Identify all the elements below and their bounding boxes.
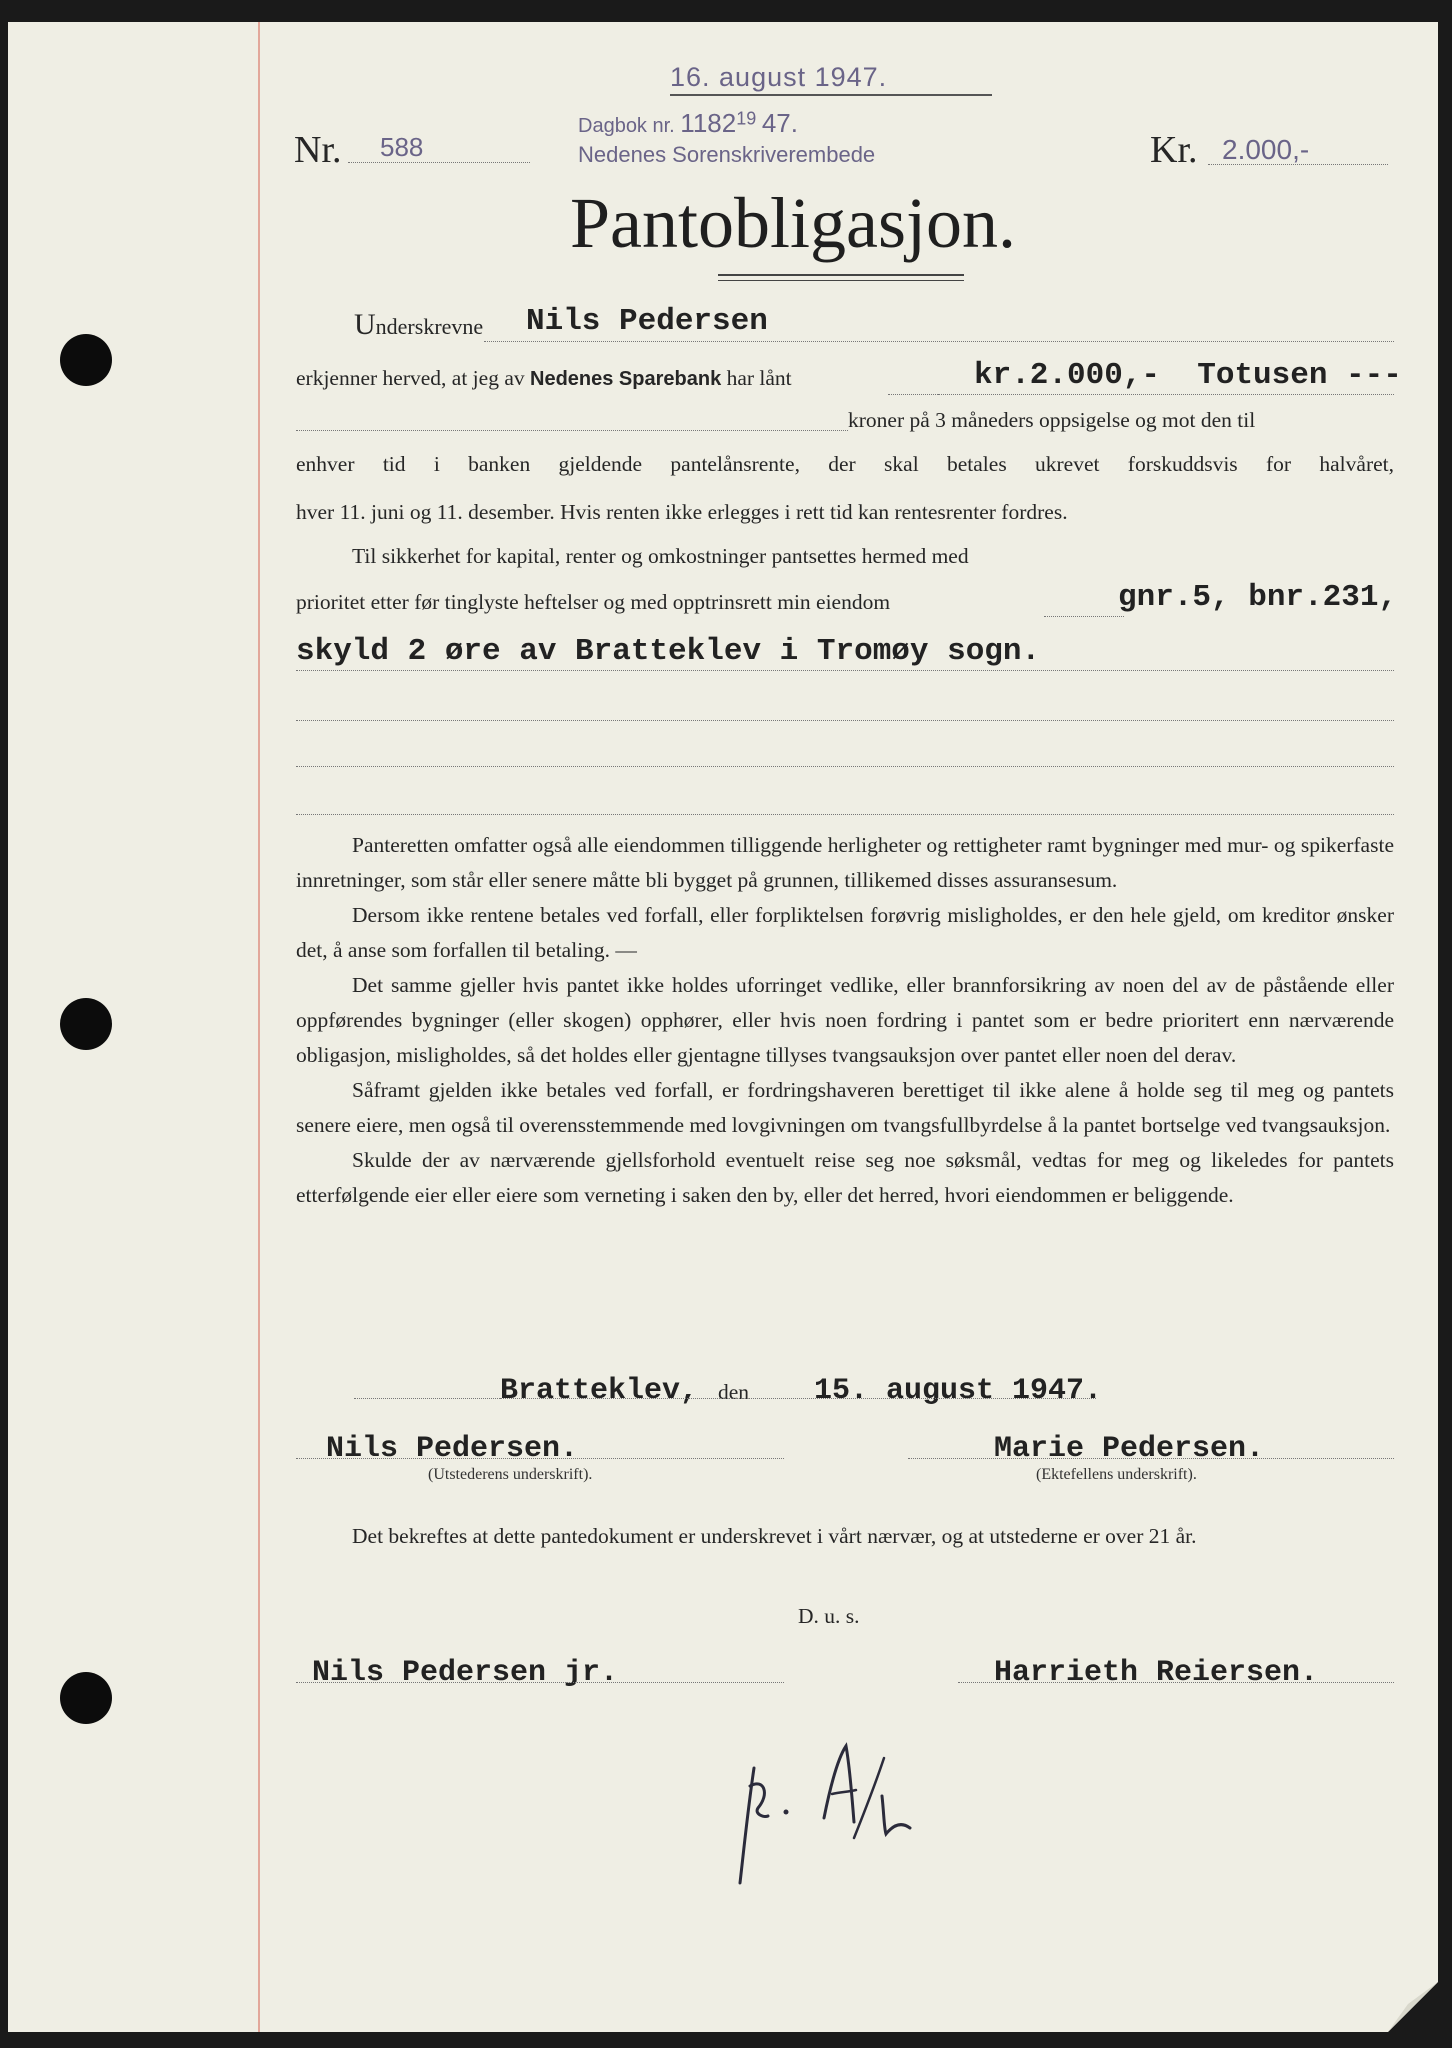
clause-5: Skulde der av nærværende gjellsforhold eventuelt reise seg noe søksmål, vedtas for meg og likeledes for pantets etterfølgende eier eller eiere som verneting i saken den by, eller det herred, hvori eiendommen er beliggende. <box>296 1148 1394 1207</box>
undersigned-dotted-line <box>484 341 1394 342</box>
date-dotted-line <box>500 1398 1096 1399</box>
date-underline <box>670 94 992 96</box>
property-typed-1: gnr.5, bnr.231, <box>1118 580 1398 615</box>
title-rule-1 <box>718 274 964 276</box>
amount-dotted-lead <box>888 394 938 395</box>
clause-1: Panteretten omfatter også alle eiendommen tilliggende herligheter og rettigheter ramt bygninger med mur- og spikerfaste innretninger, som står eller senere måtte bli bygget på grunnen, tillikemed disses assuransesum. <box>296 833 1394 892</box>
issuer-signature-line <box>296 1458 784 1459</box>
dagbok-year-prefix: 19 <box>736 108 757 129</box>
witness-statement: Det bekreftes at dette pantedokument er underskrevet i vårt nærvær, og at utstederne er over 21 år. <box>352 1524 1197 1548</box>
witness-2-signature: Harrieth Reiersen. <box>994 1656 1319 1690</box>
clause-4: Såframt gjelden ikke betales ved forfall, er fordringshaveren berettiget til ikke alene å holde seg til meg og pantets senere eiere, men også til overensstemmende med lovgivningen om tvangsfullbyrdelse å la pantet bortselge ved tvangsauksjon. <box>296 1078 1394 1137</box>
kr-value: 2.000,- <box>1222 134 1310 165</box>
dagbok-label: Dagbok nr. <box>578 115 675 137</box>
header-date: 16. august 1947. <box>670 62 888 92</box>
undersigned-name: Nils Pedersen <box>526 304 768 339</box>
nr-value: 588 <box>380 132 424 162</box>
handwritten-initials <box>734 1738 964 1888</box>
property-typed-2: skyld 2 øre av Bratteklev i Tromøy sogn. <box>296 634 1041 669</box>
kroner-dotted-line <box>296 430 848 431</box>
kr-dotted-line <box>1208 164 1388 165</box>
dus-text: D. u. s. <box>798 1604 860 1628</box>
terms-line-2: enhver tid i banken gjeldende pantelånsrente, der skal betales ukrevet forskuddsvis for halvåret, <box>296 452 1394 476</box>
dagbok-year-suffix: 47. <box>761 108 798 138</box>
punch-hole-middle <box>60 998 112 1050</box>
issuer-signature-label: (Utstederens underskrift). <box>428 1466 593 1483</box>
terms-line-3: hver 11. juni og 11. desember. Hvis renten ikke erlegges i rett tid kan rentesrenter fordres. <box>296 500 1068 524</box>
kr-label: Kr. <box>1150 129 1198 171</box>
clause-2: Dersom ikke rentene betales ved forfall, eller forpliktelsen forøvrig misligholdes, er den hele gjeld, om kreditor ønsker det, å anse som forfallen til betaling. — <box>296 903 1394 962</box>
has-borrowed-text: har lånt <box>726 366 792 390</box>
signing-date: 15. august 1947. <box>814 1374 1103 1408</box>
nr-label: Nr. <box>294 129 342 171</box>
bank-name: Nedenes Sparebank <box>530 368 722 390</box>
blank-dotted-line-1 <box>296 720 1394 721</box>
spouse-signature-line <box>908 1458 1394 1459</box>
issuer-signature: Nils Pedersen. <box>326 1432 579 1466</box>
clauses-block <box>296 828 1394 1213</box>
nr-dotted-line <box>348 162 530 163</box>
acknowledge-prefix: erkjenner herved, at jeg av <box>296 366 525 390</box>
witness-2-line <box>958 1682 1394 1683</box>
document-page <box>8 22 1438 2032</box>
signing-den: den <box>718 1380 750 1404</box>
title-rule-2 <box>718 280 964 281</box>
witness-1-signature: Nils Pedersen jr. <box>312 1656 619 1690</box>
acknowledge-text <box>296 366 792 391</box>
security-line-1: Til sikkerhet for kapital, renter og omkostninger pantsettes hermed med <box>352 544 969 568</box>
property-dotted-line-1 <box>296 670 1394 671</box>
terms-line-1: kroner på 3 måneders oppsigelse og mot den til <box>848 408 1256 432</box>
amount-dotted-line <box>938 394 1394 395</box>
dagbok-number: 1182 <box>680 108 737 138</box>
spouse-signature: Marie Pedersen. <box>994 1432 1265 1466</box>
signing-place: Bratteklev, <box>500 1374 699 1408</box>
security-line-2: prioritet etter før tinglyste heftelser og med opptrinsrett min eiendom <box>296 590 891 614</box>
blank-dotted-line-3 <box>296 814 1394 815</box>
amount-typed: kr.2.000,- Totusen --- <box>974 358 1402 393</box>
clause-3: Det samme gjeller hvis pantet ikke holdes uforringet vedlike, eller brannforsikring av noen del av de påstående eller oppførendes bygninger (eller skogen) opphører, eller hvis noen fordring i pantet som er bedre prioritert enn nærværende obligasjon, misligholdes, så det holdes eller gjentagne tillyses tvangsauksjon over pantet eller noen del derav. <box>296 973 1394 1067</box>
dagbok-stamp <box>578 108 798 139</box>
document-title: Pantobligasjon. <box>570 183 1016 263</box>
witness-1-line <box>296 1682 784 1683</box>
page-corner-fold <box>1388 1982 1438 2032</box>
red-margin-line <box>258 22 260 2032</box>
spouse-signature-label: (Ektefellens underskrift). <box>1036 1466 1197 1483</box>
property-dotted-lead <box>1044 616 1124 617</box>
place-dotted-lead <box>354 1398 504 1399</box>
office-stamp: Nedenes Sorenskriverembede <box>578 142 876 167</box>
punch-hole-top <box>60 334 112 386</box>
undersigned-label: Underskrevne <box>354 308 484 341</box>
blank-dotted-line-2 <box>296 766 1394 767</box>
punch-hole-bottom <box>60 1672 112 1724</box>
